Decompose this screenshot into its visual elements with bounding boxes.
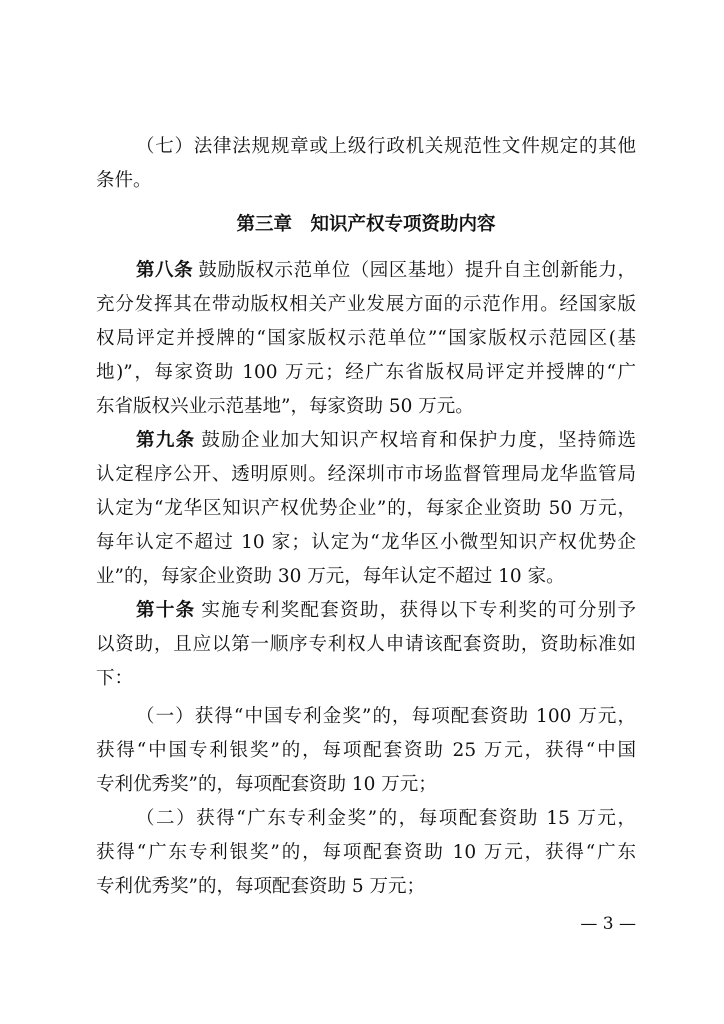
article-10-line-3: 下：: [96, 668, 134, 689]
article-9-line-2: 认定程序公开、透明原则。经深圳市市场监督管理局龙华监管局: [96, 464, 636, 485]
item-2-line-2: 获得“广东专利银奖”的，每项配套资助 10 万元，获得“广东: [96, 842, 636, 863]
clause-7-line-2: 条件。: [96, 170, 152, 191]
item-2-line-3: 专利优秀奖”的，每项配套资助 5 万元；: [96, 876, 425, 897]
article-9-text-1: 鼓励企业加大知识产权培育和保护力度，坚持筛选: [200, 430, 636, 451]
item-2-line-1: （二）获得“广东专利金奖”的，每项配套资助 15 万元，: [136, 808, 636, 829]
item-1-line-3: 专利优秀奖”的，每项配套资助 10 万元；: [96, 774, 437, 795]
article-8-line-1: [136, 254, 636, 288]
page-number: — 3 —: [580, 914, 636, 934]
article-9-line-5: 业”的，每家企业资助 30 万元，每年认定不超过 10 家。: [96, 566, 565, 587]
article-10-line-2: 以资助，且应以第一顺序专利权人申请该配套资助，资助标准如: [96, 634, 636, 655]
chapter-heading: 第三章 知识产权专项资助内容: [236, 214, 496, 235]
article-8-text-1: 鼓励版权示范单位（园区基地）提升自主创新能力，: [197, 260, 636, 281]
article-9-line-4: 每年认定不超过 10 家；认定为“龙华区小微型知识产权优势企: [96, 532, 636, 553]
article-8-line-5: 东省版权兴业示范基地”，每家资助 50 万元。: [96, 396, 474, 417]
article-8-line-2: 充分发挥其在带动版权相关产业发展方面的示范作用。经国家版: [96, 294, 636, 315]
article-10-line-1: [136, 594, 636, 628]
article-9-title: 第九条: [136, 430, 196, 451]
item-1-line-2: 获得“中国专利银奖”的，每项配套资助 25 万元，获得“中国: [96, 740, 636, 761]
article-8-line-4: 地)”，每家资助 100 万元；经广东省版权局评定并授牌的“广: [96, 362, 636, 383]
article-9-line-3: 认定为“龙华区知识产权优势企业”的，每家企业资助 50 万元，: [96, 498, 636, 519]
clause-7-line-1: （七）法律法规规章或上级行政机关规范性文件规定的其他: [136, 136, 636, 157]
article-9-line-1: [136, 424, 636, 458]
article-8-title: 第八条: [136, 260, 194, 281]
article-10-title: 第十条: [136, 600, 196, 621]
item-1-line-1: （一）获得“中国专利金奖”的，每项配套资助 100 万元，: [136, 706, 636, 727]
article-10-text-1: 实施专利奖配套资助，获得以下专利奖的可分别予: [200, 600, 636, 621]
article-8-line-3: 权局评定并授牌的“国家版权示范单位”“国家版权示范园区(基: [96, 328, 636, 349]
